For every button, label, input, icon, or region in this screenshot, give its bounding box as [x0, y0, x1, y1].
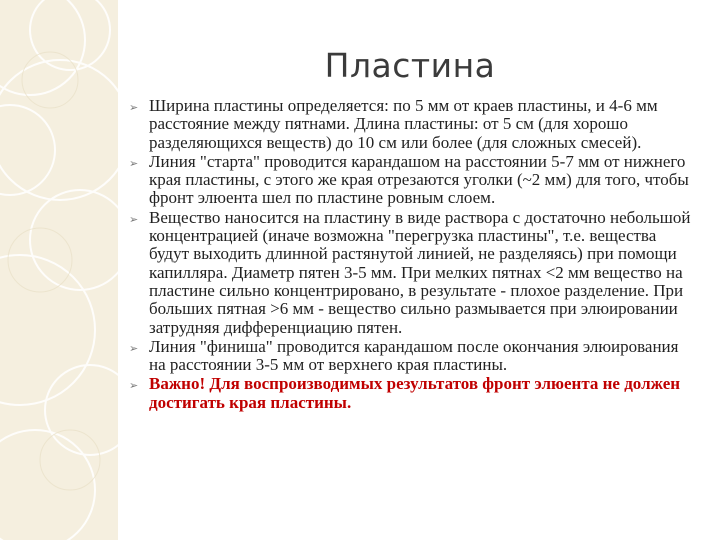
slide-title: Пластина [324, 46, 496, 85]
list-item [129, 209, 699, 337]
list-item [129, 97, 699, 152]
arrow-bullet-icon: ➢ [129, 341, 139, 355]
arrow-bullet-icon: ➢ [129, 156, 139, 170]
bullet-text: Линия "финиша" проводится карандашом после окончания элюирования на расстоянии 3-5 мм от верхнего края пластины. [149, 336, 679, 375]
list-item [129, 153, 699, 208]
arrow-bullet-icon: ➢ [129, 101, 139, 114]
arrow-bullet-icon: ➢ [129, 379, 139, 393]
bullet-text: Вещество наносится на пластину в виде раствора с достаточно небольшой концентрацией (иначе возможна "перегрузка пластины", т.е. вещества будут выходить длинной растянутой линией, не разделяясь) при помощи капилляра. Диаметр пятен 3-5 мм. При мелких пятнах <2 мм вещество на пластине сильно концентрировано, в результате - плохое разделение. При больших пятная >6 мм - вещество сильно размывается при элюировании затрудняя дифференциацию пятен. [149, 207, 691, 337]
bullet-text: Ширина пластины определяется: по 5 мм от краев пластины, и 4-6 мм расстояние между пятнами. Длина пластины: от 5 см (для хорошо разделяющихся веществ) до 10 см или более (для сложных смесей). [149, 96, 658, 152]
list-item [129, 375, 699, 412]
arrow-bullet-icon: ➢ [129, 212, 139, 226]
bullet-list [129, 97, 699, 412]
decorative-circles [0, 0, 118, 540]
list-item [129, 338, 699, 375]
important-note: Важно! Для воспроизводимых результатов фронт элюента не должен достигать края пластины. [149, 374, 681, 412]
bullet-text: Линия "старта" проводится карандашом на расстоянии 5-7 мм от нижнего края пластины, с этого же края отрезаются уголки (~2 мм) для того, чтобы фронт элюента шел по пластине ровным слоем. [149, 151, 689, 208]
